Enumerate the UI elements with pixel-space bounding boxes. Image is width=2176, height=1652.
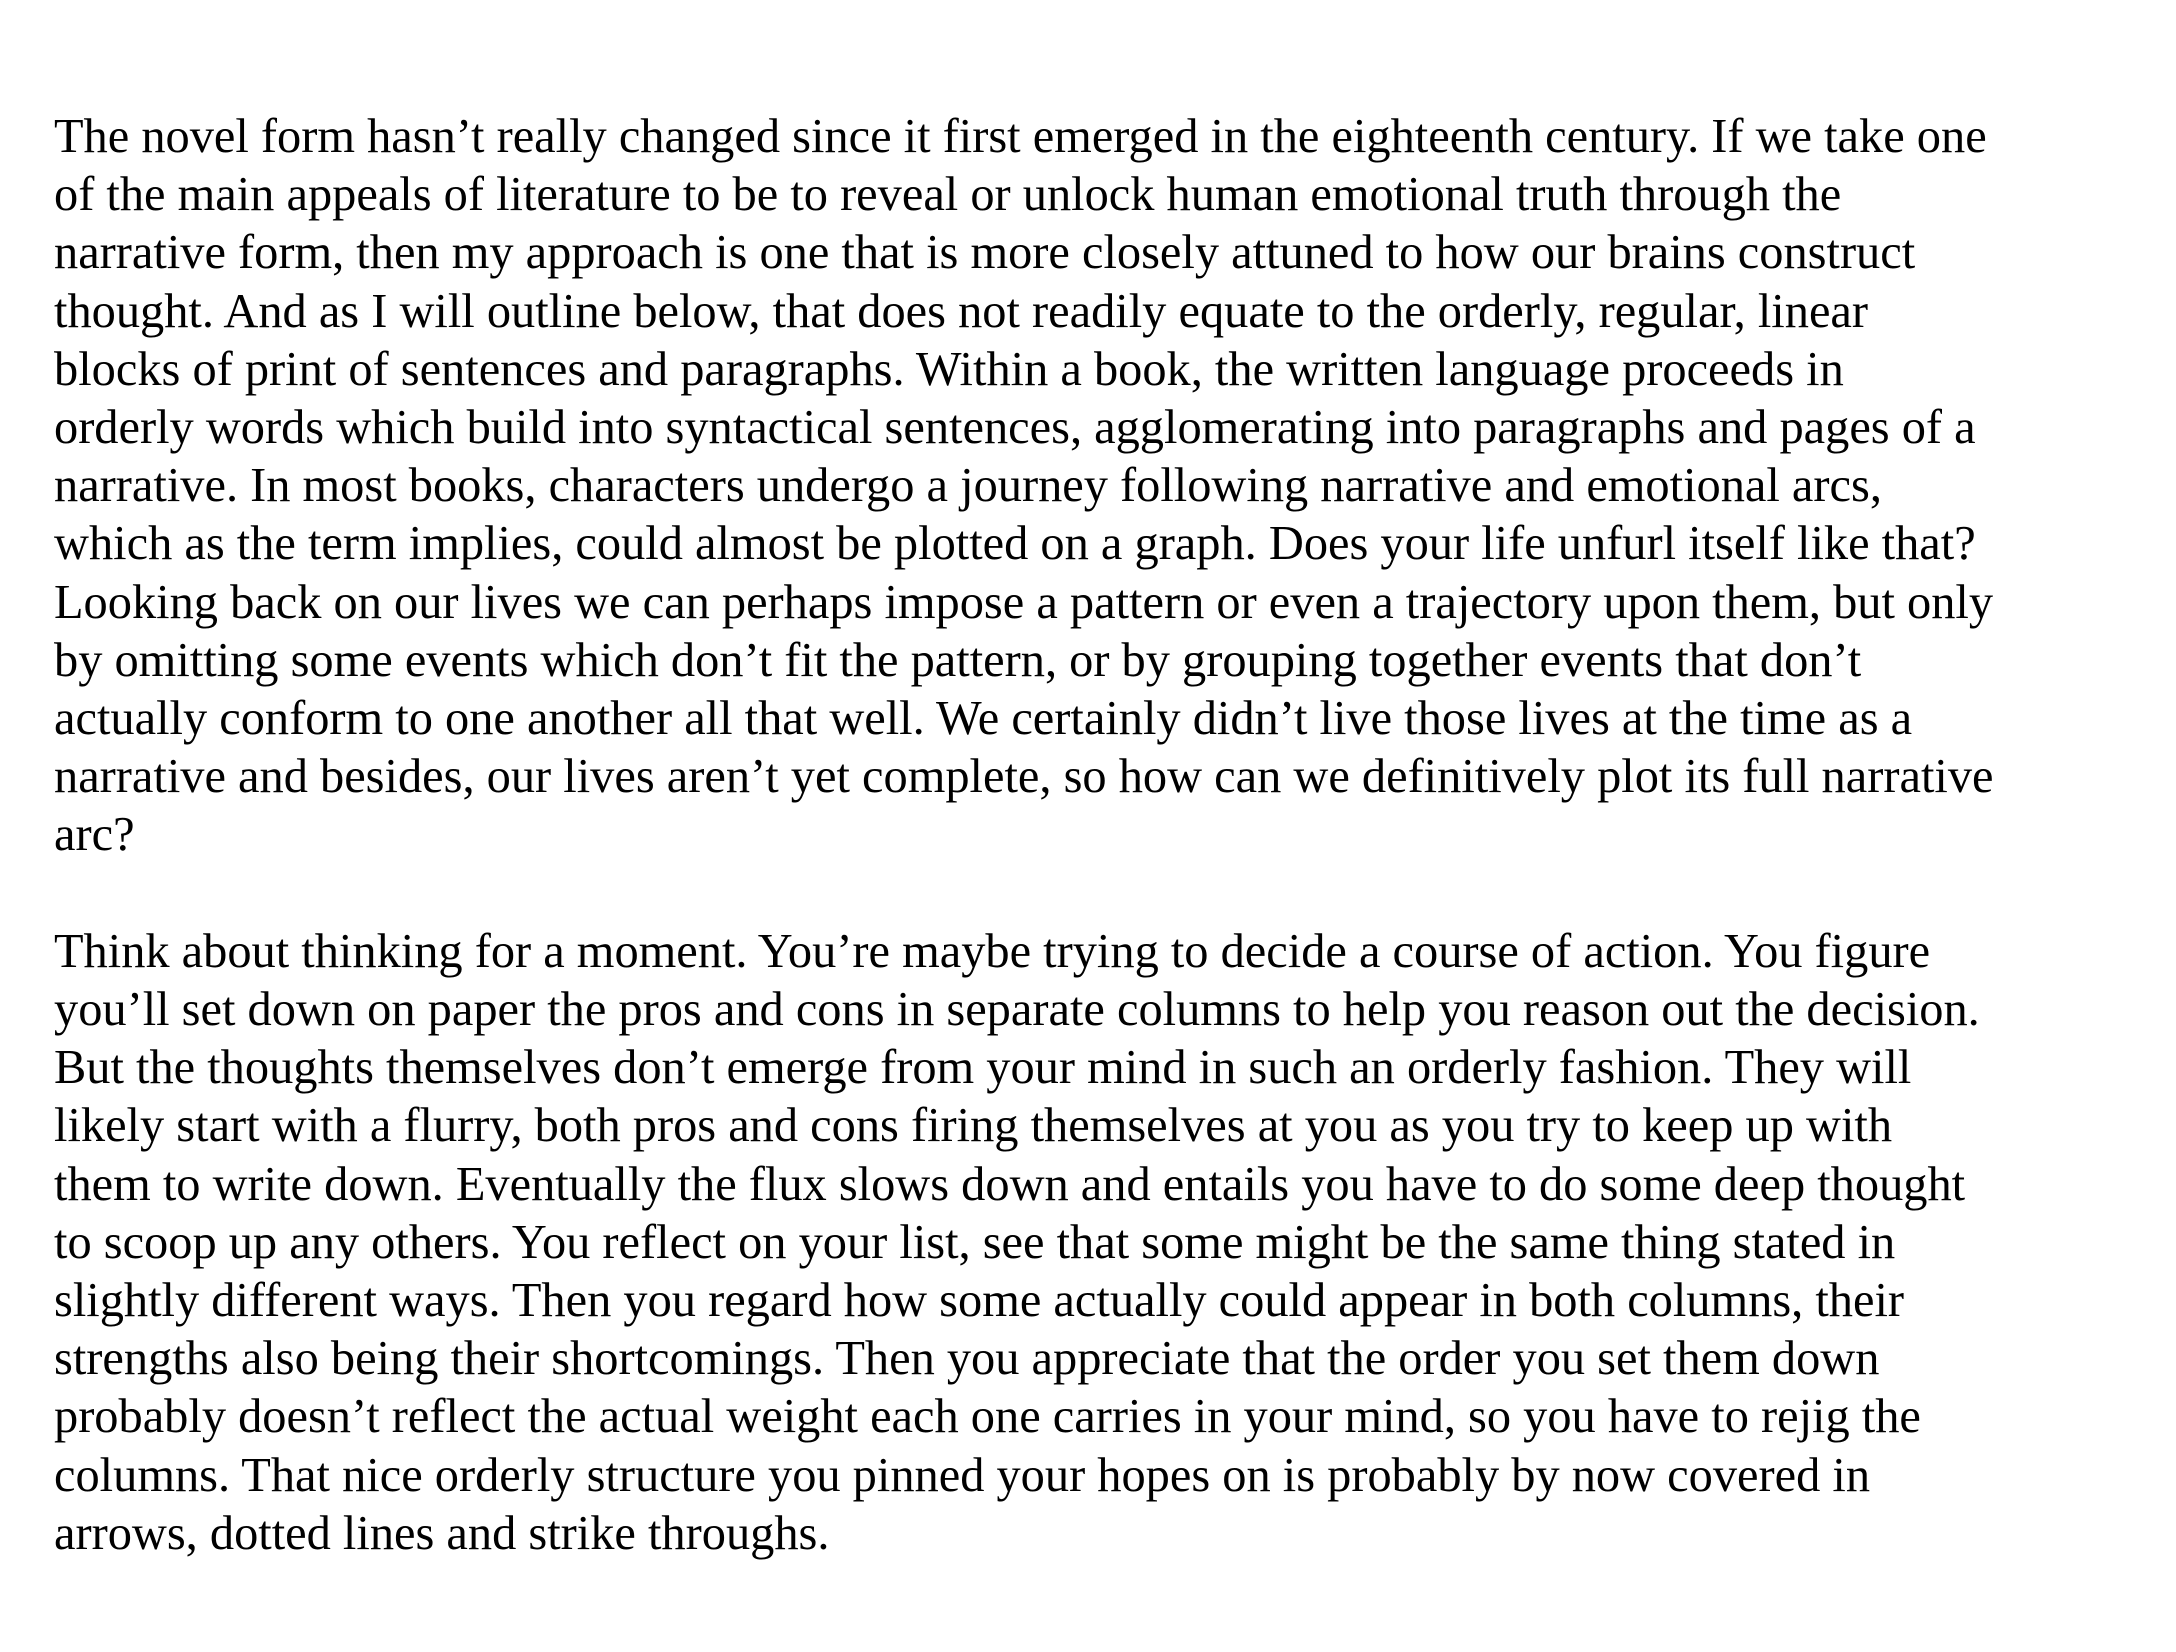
text-line: you’ll set down on paper the pros and cons in separate columns to help you reason out the decision.: [54, 983, 1980, 1037]
text-line: narrative. In most books, characters undergo a journey following narrative and emotional arcs,: [54, 459, 1882, 513]
body-text: [54, 108, 2164, 1563]
text-line: But the thoughts themselves don’t emerge from your mind in such an orderly fashion. They will: [54, 1041, 1912, 1095]
text-line: Looking back on our lives we can perhaps impose a pattern or even a trajectory upon them, but only: [54, 575, 1994, 629]
text-line: likely start with a flurry, both pros and cons firing themselves at you as you try to keep up with: [54, 1099, 1893, 1153]
paragraph-spacer: [54, 865, 2164, 923]
text-line: by omitting some events which don’t fit the pattern, or by grouping together events that don’t: [54, 633, 1862, 687]
text-line: actually conform to one another all that well. We certainly didn’t live those lives at the time as a: [54, 692, 1913, 746]
text-line: to scoop up any others. You reflect on your list, see that some might be the same thing stated in: [54, 1215, 1896, 1269]
text-line: arc?: [54, 808, 135, 862]
paragraph-2: [54, 923, 2164, 1563]
text-line: which as the term implies, could almost be plotted on a graph. Does your life unfurl itself like that?: [54, 517, 1976, 571]
paragraph-1: [54, 108, 2164, 865]
text-line: probably doesn’t reflect the actual weight each one carries in your mind, so you have to rejig the: [54, 1390, 1921, 1444]
text-line: them to write down. Eventually the flux slows down and entails you have to do some deep thought: [54, 1157, 1966, 1211]
text-line: slightly different ways. Then you regard how some actually could appear in both columns, their: [54, 1274, 1905, 1328]
text-line: blocks of print of sentences and paragraphs. Within a book, the written language proceeds in: [54, 342, 1844, 396]
text-line: strengths also being their shortcomings. Then you appreciate that the order you set them down: [54, 1332, 1880, 1386]
text-line: narrative and besides, our lives aren’t yet complete, so how can we definitively plot its full narrative: [54, 750, 1994, 804]
text-line: thought. And as I will outline below, that does not readily equate to the orderly, regular, linear: [54, 284, 1869, 338]
text-line: orderly words which build into syntactical sentences, agglomerating into paragraphs and pages of a: [54, 401, 1976, 455]
text-line: Think about thinking for a moment. You’re maybe trying to decide a course of action. You figure: [54, 924, 1931, 978]
text-line: narrative form, then my approach is one that is more closely attuned to how our brains construct: [54, 226, 1916, 280]
text-line: columns. That nice orderly structure you pinned your hopes on is probably by now covered in: [54, 1448, 1871, 1502]
text-line: The novel form hasn’t really changed since it first emerged in the eighteenth century. If we take one: [54, 110, 1987, 163]
text-line: of the main appeals of literature to be to reveal or unlock human emotional truth through the: [54, 168, 1842, 222]
text-line: arrows, dotted lines and strike throughs.: [54, 1506, 830, 1560]
